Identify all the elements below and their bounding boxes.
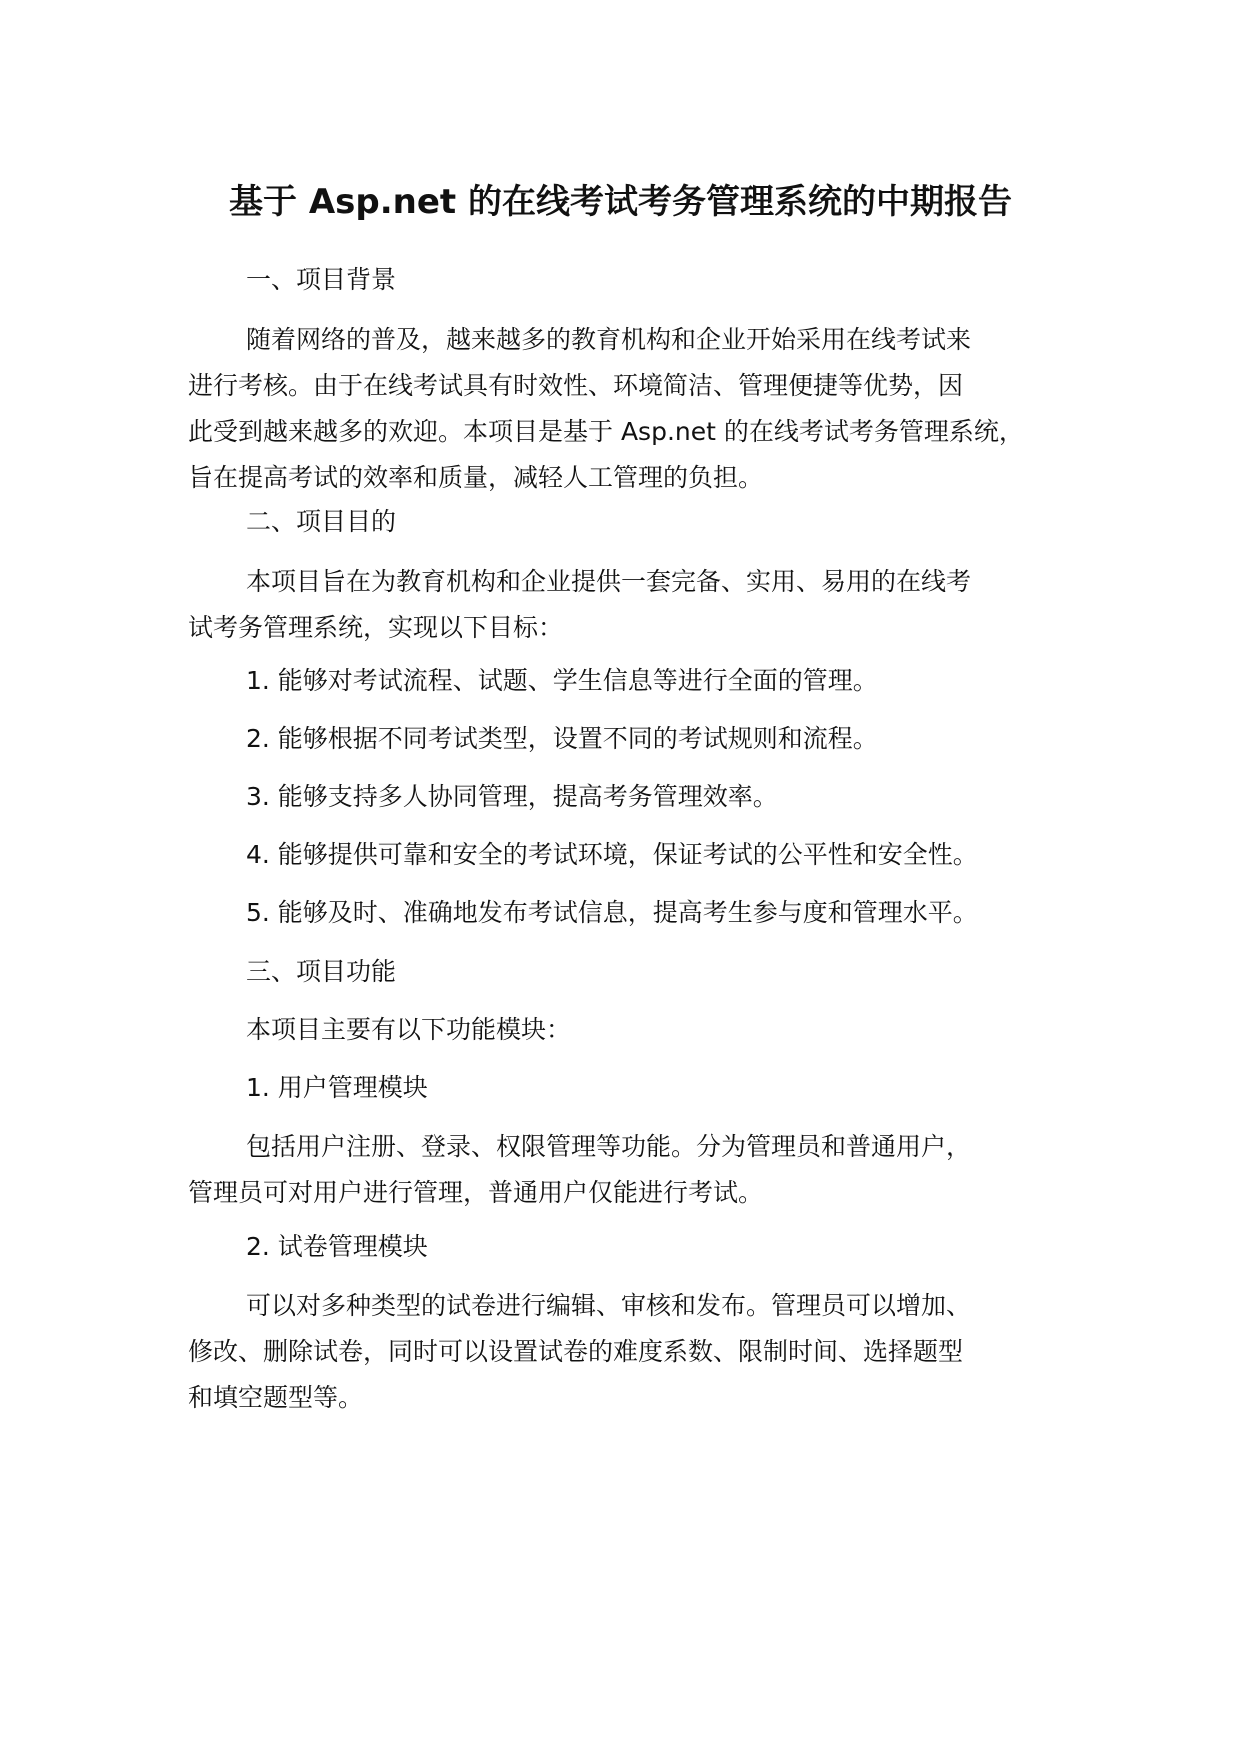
paragraph-line: 修改、删除试卷，同时可以设置试卷的难度系数、限制时间、选择题型 [188, 1337, 964, 1366]
purpose-paragraph [188, 559, 1088, 651]
goal-text: 1. 能够对考试流程、试题、学生信息等进行全面的管理。 [246, 666, 878, 695]
goal-text: 5. 能够及时、准确地发布考试信息，提高考生参与度和管理水平。 [246, 898, 978, 927]
paragraph-line: 旨在提高考试的效率和质量，减轻人工管理的负担。 [188, 463, 764, 492]
section-heading-background [188, 257, 1088, 303]
goal-item [188, 716, 1088, 762]
document-title: 基于 Asp.net 的在线考试考务管理系统的中期报告 [229, 182, 1012, 222]
goal-item [188, 774, 1088, 820]
module-paragraph [188, 1283, 1088, 1421]
section-heading: 二、项目目的 [246, 507, 397, 536]
paragraph-line: 本项目主要有以下功能模块： [246, 1015, 572, 1044]
module-paragraph [188, 1124, 1088, 1216]
paragraph-line: 管理员可对用户进行管理，普通用户仅能进行考试。 [188, 1178, 764, 1207]
functions-intro [188, 1007, 1088, 1053]
paragraph-line: 随着网络的普及，越来越多的教育机构和企业开始采用在线考试来 [246, 325, 972, 354]
goal-text: 4. 能够提供可靠和安全的考试环境，保证考试的公平性和安全性。 [246, 840, 978, 869]
paragraph-line: 试考务管理系统，实现以下目标： [188, 613, 564, 642]
module-heading [188, 1224, 1088, 1270]
goal-item [188, 658, 1088, 704]
section-heading-functions [188, 949, 1088, 995]
paragraph-line: 包括用户注册、登录、权限管理等功能。分为管理员和普通用户， [246, 1132, 972, 1161]
paragraph-line: 可以对多种类型的试卷进行编辑、审核和发布。管理员可以增加、 [246, 1291, 972, 1320]
goal-text: 2. 能够根据不同考试类型，设置不同的考试规则和流程。 [246, 724, 878, 753]
background-paragraph [188, 317, 1088, 501]
goal-text: 3. 能够支持多人协同管理，提高考务管理效率。 [246, 782, 778, 811]
paragraph-line: 和填空题型等。 [188, 1383, 364, 1412]
section-heading-purpose [188, 499, 1088, 545]
module-heading [188, 1065, 1088, 1111]
paragraph-line: 此受到越来越多的欢迎。本项目是基于 Asp.net 的在线考试考务管理系统， [188, 417, 1024, 446]
paragraph-line: 本项目旨在为教育机构和企业提供一套完备、实用、易用的在线考 [246, 567, 972, 596]
goal-item [188, 832, 1088, 878]
section-heading: 三、项目功能 [246, 957, 397, 986]
paragraph-line: 进行考核。由于在线考试具有时效性、环境简洁、管理便捷等优势，因 [188, 371, 964, 400]
goal-item [188, 890, 1088, 936]
module-title: 2. 试卷管理模块 [246, 1232, 428, 1261]
section-heading: 一、项目背景 [246, 265, 397, 294]
module-title: 1. 用户管理模块 [246, 1073, 428, 1102]
